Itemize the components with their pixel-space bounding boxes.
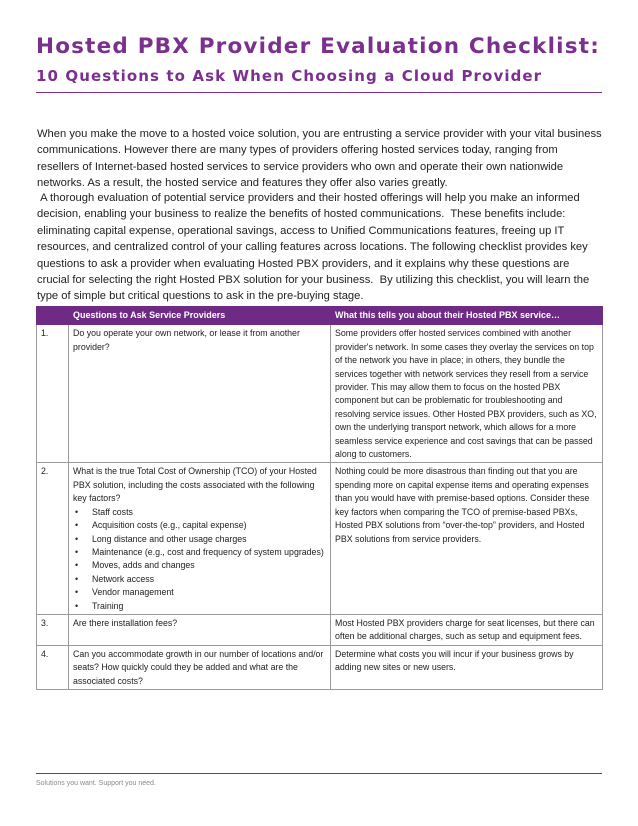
row-answer: Nothing could be more disastrous than finding out that you are spending more on capital expense items and operating expenses than you would have with premise-based options. Consider these key factors when comparing the TCO of premise-based PBXs, Hosted PBX solutions from “over-the-top” providers, and Hosted PBX solutions from service providers. (331, 463, 603, 614)
row-question: Can you accommodate growth in our number of locations and/or seats? How quickly could they be added and what are the associated costs? (69, 645, 331, 689)
row-number: 1. (37, 325, 69, 463)
table-row (37, 645, 603, 689)
factor-item: • Staff costs (73, 506, 326, 519)
table-row (37, 325, 603, 463)
page-subtitle: 10 Questions to Ask When Choosing a Cloud Provider (36, 67, 543, 85)
row-question-cell (69, 463, 331, 614)
table-row (37, 614, 603, 645)
header-number (37, 307, 69, 325)
table-header-row (37, 307, 603, 325)
row-question: Are there installation fees? (69, 614, 331, 645)
footer-tagline: Solutions you want. Support you need. (36, 780, 156, 787)
header-what-this-tells: What this tells you about their Hosted PBX service… (331, 307, 603, 325)
row-answer: Some providers offer hosted services combined with another provider's network. In some cases they overlay the services on top of the network you have in place; in others, they bundle the services together with network services they resell from a service provider. This may allow them to focus on the hosted PBX component but can be problematic for troubleshooting and resolving service issues. Other Hosted PBX providers, such as XO, own the underlying transport network, which allows for a more seamless service experience and cost savings that can be passed along to customers. (331, 325, 603, 463)
row-answer: Most Hosted PBX providers charge for seat licenses, but there can often be additional charges, such as setup and equipment fees. (331, 614, 603, 645)
intro-paragraph-1: When you make the move to a hosted voice solution, you are entrusting a service provider with your vital business communications. However there are many types of providers offering hosted services today, ranging from resellers of Internet-based hosted services to service providers who own and operate their own nationwide networks. As a result, the hosted service and features they offer also varies greatly. (37, 128, 602, 190)
row-number: 4. (37, 645, 69, 689)
factor-item: • Network access (73, 573, 326, 586)
footer-divider (36, 773, 602, 774)
row-number: 2. (37, 463, 69, 614)
factor-item: • Long distance and other usage charges (73, 533, 326, 546)
table-row (37, 463, 603, 614)
row-answer: Determine what costs you will incur if your business grows by adding new sites or new users. (331, 645, 603, 689)
intro-paragraph-2: A thorough evaluation of potential service providers and their hosted offerings will help you make an informed decision, enabling your business to realize the benefits of hosted communications. These benefits include: eliminating capital expense, operational savings, access to Unified Communications features, freeing up IT resources, and centralized control of your calling features across locations. The following checklist provides key questions to ask a provider when evaluating Hosted PBX providers, and it explains why these questions are crucial for selecting the right Hosted PBX solution for your business. By utilizing this checklist, you will learn the type of simple but critical questions to ask in the pre-buying stage. (37, 192, 593, 303)
title-divider (36, 92, 602, 93)
checklist-table (36, 306, 603, 690)
header-questions: Questions to Ask Service Providers (69, 307, 331, 325)
factor-item: • Maintenance (e.g., cost and frequency of system upgrades) (73, 546, 326, 559)
factor-item: • Acquisition costs (e.g., capital expense) (73, 519, 326, 532)
factor-item: • Vendor management (73, 586, 326, 599)
factor-item: • Training (73, 600, 326, 613)
row-number: 3. (37, 614, 69, 645)
page-title: Hosted PBX Provider Evaluation Checklist: (36, 34, 601, 59)
row-question: What is the true Total Cost of Ownership (TCO) of your Hosted PBX solution, including the costs associated with the following key factors? (73, 466, 317, 504)
row-question: Do you operate your own network, or lease it from another provider? (69, 325, 331, 463)
factor-item: • Moves, adds and changes (73, 559, 326, 572)
factor-list (73, 506, 326, 613)
